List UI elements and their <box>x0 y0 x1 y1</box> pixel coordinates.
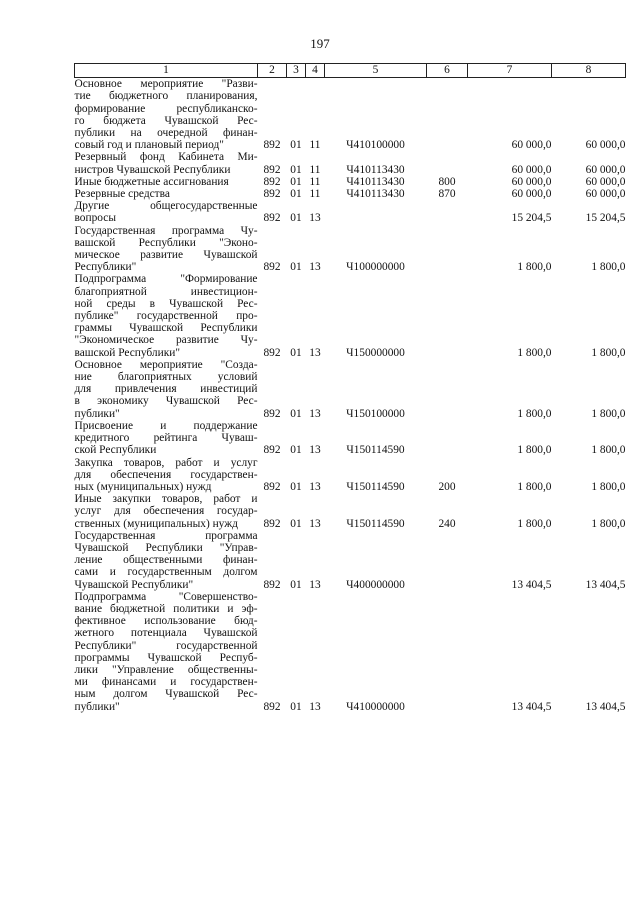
row-description <box>75 78 258 152</box>
column-header: 8 <box>552 64 626 78</box>
row-description <box>75 591 258 713</box>
row-description <box>75 188 258 200</box>
ministry-code: 892 <box>263 578 281 591</box>
amount-year-1: 13 404,5 <box>511 700 552 713</box>
section-code: 01 <box>290 480 302 493</box>
section-code: 01 <box>290 163 302 176</box>
amount-year-2: 60 000,0 <box>585 163 626 176</box>
description-line: ние благоприятных условий <box>74 371 258 384</box>
ministry-code: 892 <box>263 261 281 274</box>
column-header: 3 <box>287 64 306 78</box>
description-line: Подпрограмма "Совершенство- <box>74 590 258 603</box>
amount-year-1: 1 800,0 <box>517 261 552 274</box>
column-header: 6 <box>427 64 468 78</box>
expense-type-code: 200 <box>438 480 456 493</box>
subsection-code: 13 <box>309 480 321 493</box>
description-line: нистров Чувашской Республики <box>74 163 231 176</box>
column-header: 2 <box>258 64 287 78</box>
amount-year-1: 60 000,0 <box>511 139 552 152</box>
ministry-code: 892 <box>263 212 281 225</box>
subsection-code: 13 <box>309 578 321 591</box>
description-line: Резервные средства <box>74 188 170 201</box>
description-line: Чувашской Республики "Управ- <box>74 541 258 554</box>
table-row <box>75 176 626 188</box>
description-line: жетного потенциала Чувашской <box>74 627 258 640</box>
table-row <box>75 200 626 224</box>
ministry-code: 892 <box>263 139 281 152</box>
target-article-code: Ч150114590 <box>346 444 405 457</box>
description-line: "Экономическое развитие Чу- <box>74 334 258 347</box>
expense-type-code <box>427 420 468 457</box>
row-description <box>75 530 258 591</box>
section-code: 01 <box>290 517 302 530</box>
row-description <box>75 151 258 175</box>
ministry-code: 892 <box>263 407 281 420</box>
subsection-code: 11 <box>309 175 321 188</box>
subsection-code: 11 <box>309 139 321 152</box>
row-description <box>75 457 258 494</box>
description-line: публики" <box>74 407 120 420</box>
subsection-code: 13 <box>309 346 321 359</box>
ministry-code: 892 <box>263 517 281 530</box>
description-line: ление общественными финан- <box>74 554 258 567</box>
table-row <box>75 359 626 420</box>
description-line: Государственная программа <box>74 529 258 542</box>
amount-year-1: 1 800,0 <box>517 346 552 359</box>
target-article-code: Ч400000000 <box>346 578 405 591</box>
ministry-code: 892 <box>263 188 281 201</box>
amount-year-1: 1 800,0 <box>517 480 552 493</box>
description-line: публике" государственной про- <box>74 310 258 323</box>
table-row <box>75 530 626 591</box>
ministry-code: 892 <box>263 444 281 457</box>
description-line: Иные бюджетные ассигнования <box>74 175 229 188</box>
expense-type-code <box>427 78 468 152</box>
subsection-code: 13 <box>309 444 321 457</box>
description-line: Основное мероприятие "Разви- <box>74 78 258 91</box>
description-line: Другие общегосударственные <box>74 200 258 213</box>
column-header: 5 <box>325 64 427 78</box>
description-line: Основное мероприятие "Созда- <box>74 358 258 371</box>
description-line: ской Республики <box>74 444 157 457</box>
subsection-code: 13 <box>309 261 321 274</box>
row-description <box>75 420 258 457</box>
section-code: 01 <box>290 444 302 457</box>
description-line: благоприятной инвестицион- <box>74 285 258 298</box>
section-code: 01 <box>290 261 302 274</box>
amount-year-1: 13 404,5 <box>511 578 552 591</box>
column-header: 1 <box>75 64 258 78</box>
section-code: 01 <box>290 175 302 188</box>
amount-year-2: 1 800,0 <box>591 517 626 530</box>
row-description <box>75 359 258 420</box>
section-code: 01 <box>290 188 302 201</box>
subsection-code: 11 <box>309 188 321 201</box>
description-line: публики" <box>74 700 120 713</box>
page-number: 197 <box>310 36 330 51</box>
target-article-code: Ч410113430 <box>346 175 405 188</box>
description-line: вопросы <box>74 212 116 225</box>
target-article-code: Ч150114590 <box>346 480 405 493</box>
subsection-code: 13 <box>309 700 321 713</box>
amount-year-2: 60 000,0 <box>585 188 626 201</box>
table-row <box>75 273 626 358</box>
table-header-row <box>75 64 626 78</box>
expense-type-code: 240 <box>438 517 456 530</box>
description-line: Республики" <box>74 261 137 274</box>
description-line: формирование республиканско- <box>74 102 258 115</box>
description-line: го бюджета Чувашской Рес- <box>74 114 258 127</box>
table-row <box>75 225 626 274</box>
description-line: публики на очередной финан- <box>74 127 258 140</box>
row-description <box>75 225 258 274</box>
target-article-code: Ч410113430 <box>346 188 405 201</box>
description-line: фективное использование бюд- <box>74 615 258 628</box>
description-line: Республики" государственной <box>74 639 258 652</box>
description-line: Государственная программа Чу- <box>74 224 258 237</box>
table-row <box>75 420 626 457</box>
description-line: вание бюджетной политики и эф- <box>74 602 258 615</box>
description-line: вашской Республики "Эконо- <box>74 236 258 249</box>
subsection-code: 13 <box>309 407 321 420</box>
description-line: Иные закупки товаров, работ и <box>74 493 258 506</box>
target-article-code: Ч410113430 <box>346 163 405 176</box>
expense-type-code <box>427 530 468 591</box>
expense-type-code: 870 <box>438 188 456 201</box>
section-code: 01 <box>290 578 302 591</box>
section-code: 01 <box>290 139 302 152</box>
description-line: тие бюджетного планирования, <box>74 90 258 103</box>
target-article-code: Ч410000000 <box>346 700 405 713</box>
table-row <box>75 591 626 713</box>
target-article-code: Ч150114590 <box>346 517 405 530</box>
ministry-code: 892 <box>263 480 281 493</box>
table-row <box>75 493 626 530</box>
expense-type-code <box>427 151 468 175</box>
ministry-code: 892 <box>263 175 281 188</box>
amount-year-1: 1 800,0 <box>517 444 552 457</box>
ministry-code: 892 <box>263 346 281 359</box>
amount-year-2: 60 000,0 <box>585 139 626 152</box>
section-code: 01 <box>290 346 302 359</box>
description-line: Резервный фонд Кабинета Ми- <box>74 151 258 164</box>
description-line: мическое развитие Чувашской <box>74 249 258 262</box>
table-body <box>75 78 626 713</box>
expense-type-code <box>427 359 468 420</box>
expense-type-code: 800 <box>438 175 456 188</box>
description-line: Чувашской Республики" <box>74 578 194 591</box>
subsection-code: 13 <box>309 517 321 530</box>
table-row <box>75 188 626 200</box>
table-row <box>75 78 626 152</box>
subsection-code: 13 <box>309 212 321 225</box>
description-line: ным долгом Чувашской Рес- <box>74 688 258 701</box>
description-line: граммы Чувашской Республики <box>74 322 258 335</box>
description-line: для привлечения инвестиций <box>74 383 258 396</box>
expense-type-code <box>427 200 468 224</box>
amount-year-2: 1 800,0 <box>591 480 626 493</box>
target-article-code: Ч100000000 <box>346 261 405 274</box>
row-description <box>75 493 258 530</box>
target-article-code: Ч150100000 <box>346 407 405 420</box>
amount-year-1: 15 204,5 <box>511 212 552 225</box>
expense-type-code <box>427 225 468 274</box>
amount-year-2: 13 404,5 <box>585 700 626 713</box>
description-line: ной среды в Чувашской Рес- <box>74 297 258 310</box>
amount-year-2: 1 800,0 <box>591 261 626 274</box>
description-line: программы Чувашской Респуб- <box>74 651 258 664</box>
amount-year-1: 60 000,0 <box>511 188 552 201</box>
target-article-code: Ч150000000 <box>346 346 405 359</box>
description-line: Присвоение и поддержание <box>74 419 258 432</box>
description-line: ных (муниципальных) нужд <box>74 480 212 493</box>
column-header: 4 <box>306 64 325 78</box>
table-row <box>75 151 626 175</box>
amount-year-2: 60 000,0 <box>585 175 626 188</box>
target-article-code <box>325 200 427 224</box>
amount-year-2: 13 404,5 <box>585 578 626 591</box>
amount-year-1: 60 000,0 <box>511 163 552 176</box>
row-description <box>75 176 258 188</box>
subsection-code: 11 <box>309 163 321 176</box>
description-line: в экономику Чувашской Рес- <box>74 395 258 408</box>
description-line: ственных (муниципальных) нужд <box>74 517 238 530</box>
section-code: 01 <box>290 212 302 225</box>
description-line: сами и государственным долгом <box>74 566 258 579</box>
section-code: 01 <box>290 700 302 713</box>
description-line: лики "Управление общественны- <box>74 663 258 676</box>
table-row <box>75 457 626 494</box>
amount-year-1: 60 000,0 <box>511 175 552 188</box>
section-code: 01 <box>290 407 302 420</box>
amount-year-2: 1 800,0 <box>591 407 626 420</box>
description-line: ми финансами и государствен- <box>74 676 258 689</box>
ministry-code: 892 <box>263 700 281 713</box>
description-line: для обеспечения государствен- <box>74 468 258 481</box>
description-line: Подпрограмма "Формирование <box>74 273 258 286</box>
amount-year-2: 1 800,0 <box>591 346 626 359</box>
description-line: кредитного рейтинга Чуваш- <box>74 432 258 445</box>
amount-year-1: 1 800,0 <box>517 407 552 420</box>
row-description <box>75 200 258 224</box>
description-line: вашской Республики" <box>74 346 180 359</box>
budget-table <box>74 63 626 713</box>
row-description <box>75 273 258 358</box>
expense-type-code <box>427 273 468 358</box>
amount-year-2: 15 204,5 <box>585 212 626 225</box>
amount-year-1: 1 800,0 <box>517 517 552 530</box>
column-header: 7 <box>468 64 552 78</box>
description-line: услуг для обеспечения государ- <box>74 505 258 518</box>
target-article-code: Ч410100000 <box>346 139 405 152</box>
expense-type-code <box>427 591 468 713</box>
description-line: совый год и плановый период" <box>74 139 224 152</box>
ministry-code: 892 <box>263 163 281 176</box>
amount-year-2: 1 800,0 <box>591 444 626 457</box>
description-line: Закупка товаров, работ и услуг <box>74 456 258 469</box>
